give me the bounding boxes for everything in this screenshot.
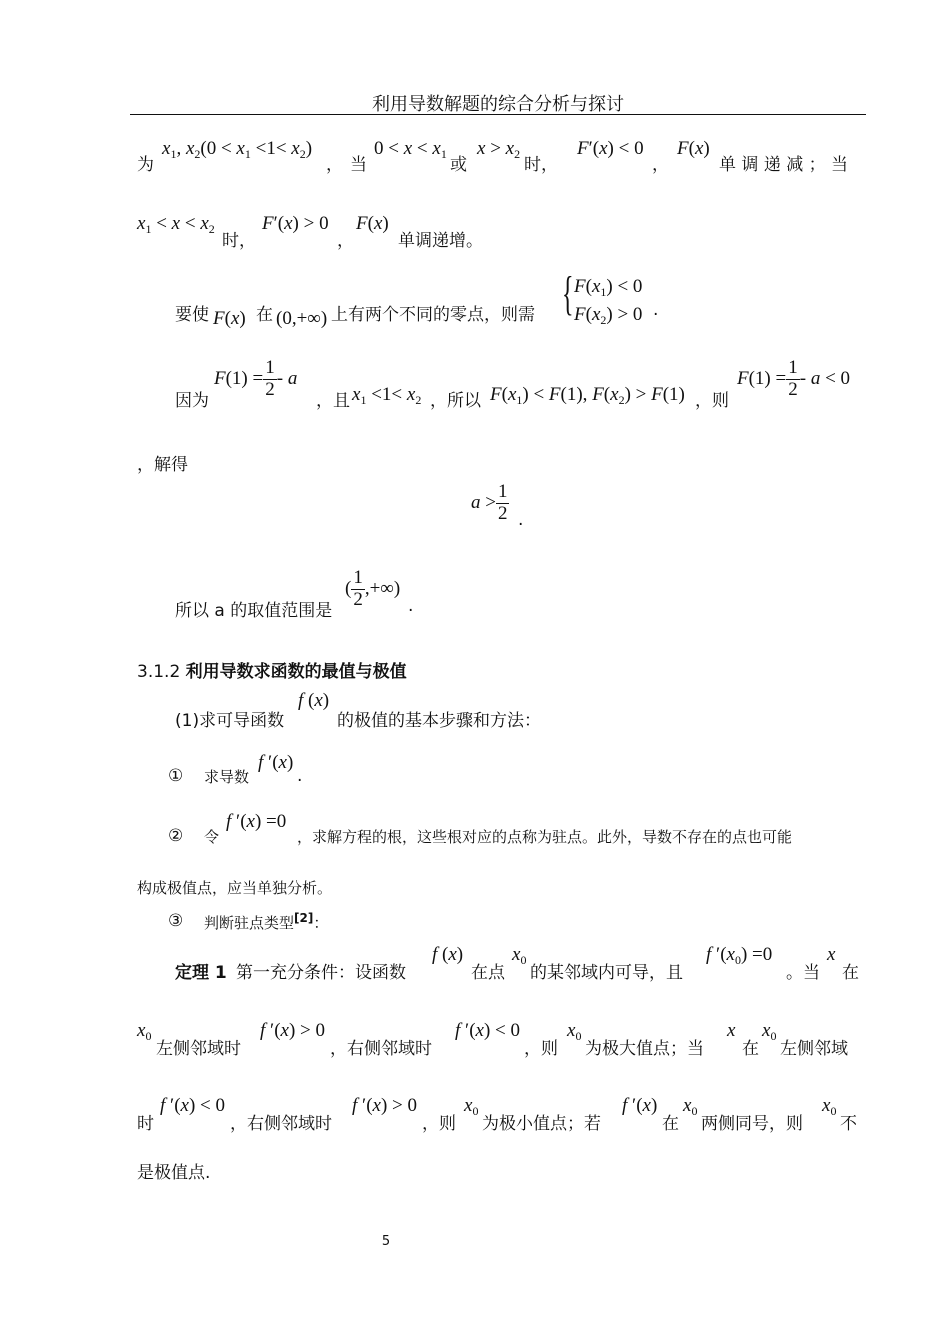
math-f-prime-pos: f ′(x) > 0: [352, 1095, 417, 1116]
math-roots: $x_1$, $x_2(0 < x_1 <1< x_2)$: [162, 138, 313, 161]
section-title: 利用导数求函数的最值与极值: [185, 662, 407, 682]
math-x: x: [727, 1020, 736, 1041]
step-1-text: 求导数: [204, 768, 250, 786]
math-f-prime-neg: f ′(x) < 0: [160, 1095, 225, 1116]
math-domain: (0,+∞): [276, 308, 328, 329]
math-fx: f (x): [432, 944, 464, 965]
math-interval-1: $0 < x < x_1$: [374, 138, 447, 161]
theorem-text-e: 在: [842, 963, 859, 983]
theorem-text-n: ，则: [422, 1114, 456, 1134]
math-F-prime-neg: F′(x) < 0: [577, 138, 644, 159]
math-F1-value: F(1) = $\frac{1}{2}$ - a: [214, 357, 298, 400]
math-x0: $x_0$: [683, 1095, 698, 1118]
math-range: ( $\frac{1}{2}$ ,+∞): [345, 567, 401, 610]
text-wei: 为: [137, 155, 154, 175]
step-2-rest: ，求解方程的根，这些根对应的点称为驻点。此外，导数不存在的点也可能: [297, 828, 793, 846]
text-zero-points: 上有两个不同的零点，则需: [331, 305, 535, 325]
math-Fx: F(x): [677, 138, 710, 159]
text-comma: ，: [652, 155, 669, 175]
theorem-text-i: 为极大值点；当: [585, 1039, 704, 1059]
section-heading: [137, 657, 407, 682]
theorem-text-h: ，则: [524, 1039, 558, 1059]
text-suoyi: ，所以: [430, 391, 481, 411]
section-number: 3.1.2: [137, 662, 181, 682]
text-shi: 时，: [222, 231, 256, 251]
theorem-text-g: ，右侧邻域时: [330, 1039, 432, 1059]
math-F-prime-pos: F′(x) > 0: [262, 213, 329, 234]
text-ze: ，则: [695, 391, 729, 411]
theorem-text-s: 是极值点.: [137, 1163, 211, 1183]
page-number: 5: [381, 1234, 391, 1249]
citation-ref: [2]: [294, 911, 314, 925]
text-yaoshi: 要使: [175, 305, 209, 325]
math-x0: $x_0$: [464, 1095, 479, 1118]
theorem-text-b: 在点: [471, 963, 505, 983]
text-period: .: [408, 596, 414, 616]
steps-intro-post: 的极值的基本步骤和方法：: [337, 711, 541, 731]
math-F1-inequality: F(1) = $\frac{1}{2}$ - a < 0: [737, 357, 851, 400]
step-2-continuation: 构成极值点，应当单独分析。: [137, 879, 333, 897]
math-result: a > $\frac{1}{2}$: [471, 481, 508, 524]
step-1-marker: ①: [168, 766, 184, 786]
theorem-text-c: 的某邻域内可导，且: [530, 963, 683, 983]
math-f-prime: f ′(x): [258, 752, 294, 773]
theorem-text-f: 左侧邻域时: [156, 1039, 241, 1059]
theorem-text-r: 不: [840, 1114, 857, 1134]
text-shi: 时，: [524, 155, 558, 175]
text-period: .: [518, 510, 524, 530]
text-increasing: 单调递增。: [398, 231, 483, 251]
math-x0: $x_0$: [822, 1095, 837, 1118]
math-f-prime-pos: f ′(x) > 0: [260, 1020, 325, 1041]
theorem-text-p: 在: [662, 1114, 679, 1134]
text-comma: ，: [337, 231, 354, 251]
math-compare: $F(x_1) < F(1)$, $F(x_2) > F(1)$: [490, 384, 685, 407]
text-yinwei: 因为: [175, 391, 209, 411]
text-dang: 当: [350, 155, 367, 175]
text-decreasing: 单 调 递 减 ； 当: [719, 155, 849, 175]
text-huo: 或: [450, 155, 467, 175]
math-Fx: F(x): [213, 308, 246, 329]
page-header-title: 利用导数解题的综合分析与探讨: [372, 94, 624, 115]
math-x0: $x_0$: [137, 1020, 152, 1043]
text-comma: ，: [326, 155, 343, 175]
step-3-marker: ③: [168, 911, 184, 931]
math-fx: f (x): [298, 690, 330, 711]
step-2-marker: ②: [168, 826, 184, 846]
step-2-text: 令: [204, 828, 220, 846]
math-f-prime-zero: f ′(x) =0: [226, 811, 287, 832]
text-period: .: [653, 300, 659, 320]
theorem-text-q: 两侧同号，则: [701, 1114, 803, 1134]
theorem-text-k: 左侧邻域: [780, 1039, 848, 1059]
math-interval-3: $x_1 < x < x_2$: [137, 213, 215, 236]
theorem-label: 定理 1: [175, 963, 227, 983]
theorem-text-a: 第一充分条件：设函数: [236, 963, 406, 983]
math-x0: $x_0$: [512, 944, 527, 967]
text-zai: 在: [256, 305, 273, 325]
math-x0: $x_0$: [567, 1020, 582, 1043]
math-f-prime: f ′(x): [622, 1095, 658, 1116]
math-f-prime-x0-zero: f $'(x_0) =0$: [706, 944, 773, 967]
theorem-text-d: 。当: [786, 963, 820, 983]
math-f-prime-neg: f ′(x) < 0: [455, 1020, 520, 1041]
steps-intro: (1)求可导函数: [175, 711, 285, 731]
math-x0: $x_0$: [762, 1020, 777, 1043]
text-range: 所以 a 的取值范围是: [175, 601, 333, 621]
theorem-text-m: ，右侧邻域时: [230, 1114, 332, 1134]
text-qie: ，且: [316, 391, 350, 411]
text-period: .: [297, 766, 303, 786]
theorem-text-j: 在: [742, 1039, 759, 1059]
math-interval-2: $x > x_2$: [477, 138, 521, 161]
theorem-text-o: 为极小值点；若: [482, 1114, 601, 1134]
math-Fx: F(x): [356, 213, 389, 234]
header-rule: [130, 114, 866, 115]
text-jiede: ，解得: [137, 455, 188, 475]
math-order: $x_1 <1< x_2$: [352, 384, 422, 407]
math-x: x: [827, 944, 836, 965]
step-3-text: 判断驻点类型[2]：: [204, 911, 329, 932]
theorem-text-l: 时: [137, 1114, 154, 1134]
